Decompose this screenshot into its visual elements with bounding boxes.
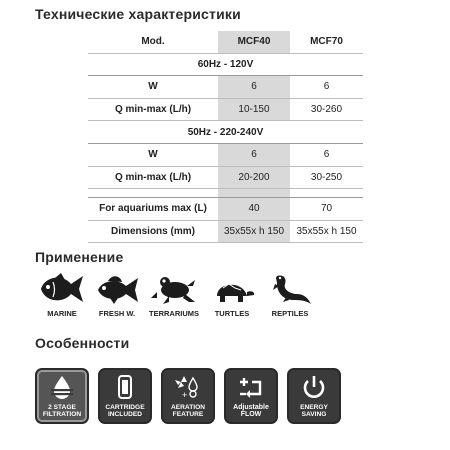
table-row [88,98,363,121]
lizard-icon [265,272,315,306]
feature-2-stage-filtration [35,368,89,424]
svg-text:+: + [182,390,188,400]
cell-mcf40: 10-150 [218,98,290,121]
row-label: W [88,76,218,99]
application-terrariums [144,272,204,318]
turtle-icon [207,272,257,306]
group-row-50hz [88,121,363,144]
cell-mcf40: 6 [218,76,290,99]
feature-line1: ENERGY [300,404,328,411]
row-label: W [88,143,218,166]
header-col-mcf40: MCF40 [218,31,290,53]
feature-line2: FLOW [240,411,262,418]
application-label: MARINE [47,309,77,318]
application-label: TERRARIUMS [149,309,199,318]
table-spacer [88,189,363,198]
feature-line2: FILTRATION [42,411,82,418]
cell-mcf70: 6 [290,76,363,99]
aeration-icon [173,374,203,400]
feature-adjustable-flow [224,368,278,424]
application-reptiles [260,272,320,318]
table-row [88,198,363,221]
cell-mcf40: 35x55x h 150 [218,220,290,243]
specs-table [88,31,363,243]
feature-line1: AERATION [171,404,205,411]
feature-line2: SAVING [301,411,327,418]
row-label: Q min-max (L/h) [88,98,218,121]
table-row [88,76,363,99]
table-header-row [88,31,363,53]
cell-mcf70: 30-250 [290,166,363,189]
feature-line1: Adjustable [233,404,269,411]
fish-marine-icon [37,272,87,306]
table-row [88,166,363,189]
feature-line2: FEATURE [172,411,204,418]
feature-line1: 2 STAGE [48,404,76,411]
group-50hz-label: 50Hz - 220-240V [88,121,363,144]
features-section-title: Особенности [35,335,130,351]
application-label: TURTLES [214,309,250,318]
header-label: Mod. [88,31,218,53]
power-icon [299,374,329,400]
feature-line1: CARTRIDGE [105,404,145,411]
row-label: Q min-max (L/h) [88,166,218,189]
specs-section-title: Технические характеристики [35,6,241,22]
filtration-stages-icon [47,374,77,400]
frog-icon [149,272,199,306]
cell-mcf70: 35x55x h 150 [290,220,363,243]
fish-freshwater-icon [92,272,142,306]
application-label: REPTILES [271,309,309,318]
application-turtles [202,272,262,318]
feature-aeration [161,368,215,424]
cell-mcf40: 20-200 [218,166,290,189]
group-row-60hz [88,53,363,76]
adjustable-flow-icon [236,374,266,400]
group-60hz-label: 60Hz - 120V [88,53,363,76]
cell-mcf70: 6 [290,143,363,166]
table-row [88,143,363,166]
application-freshwater [87,272,147,318]
cell-mcf70: 70 [290,198,363,221]
row-label: Dimensions (mm) [88,220,218,243]
feature-energy-saving [287,368,341,424]
row-label: For aquariums max (L) [88,198,218,221]
cartridge-icon [110,374,140,400]
cell-mcf40: 40 [218,198,290,221]
cell-mcf40: 6 [218,143,290,166]
applications-row [35,272,325,332]
application-label: FRESH W. [98,309,136,318]
feature-line2: INCLUDED [107,411,143,418]
features-row [35,368,345,428]
feature-cartridge-included [98,368,152,424]
application-marine [32,272,92,318]
cell-mcf70: 30-260 [290,98,363,121]
header-col-mcf70: MCF70 [290,31,363,53]
usage-section-title: Применение [35,249,124,265]
table-row [88,220,363,243]
